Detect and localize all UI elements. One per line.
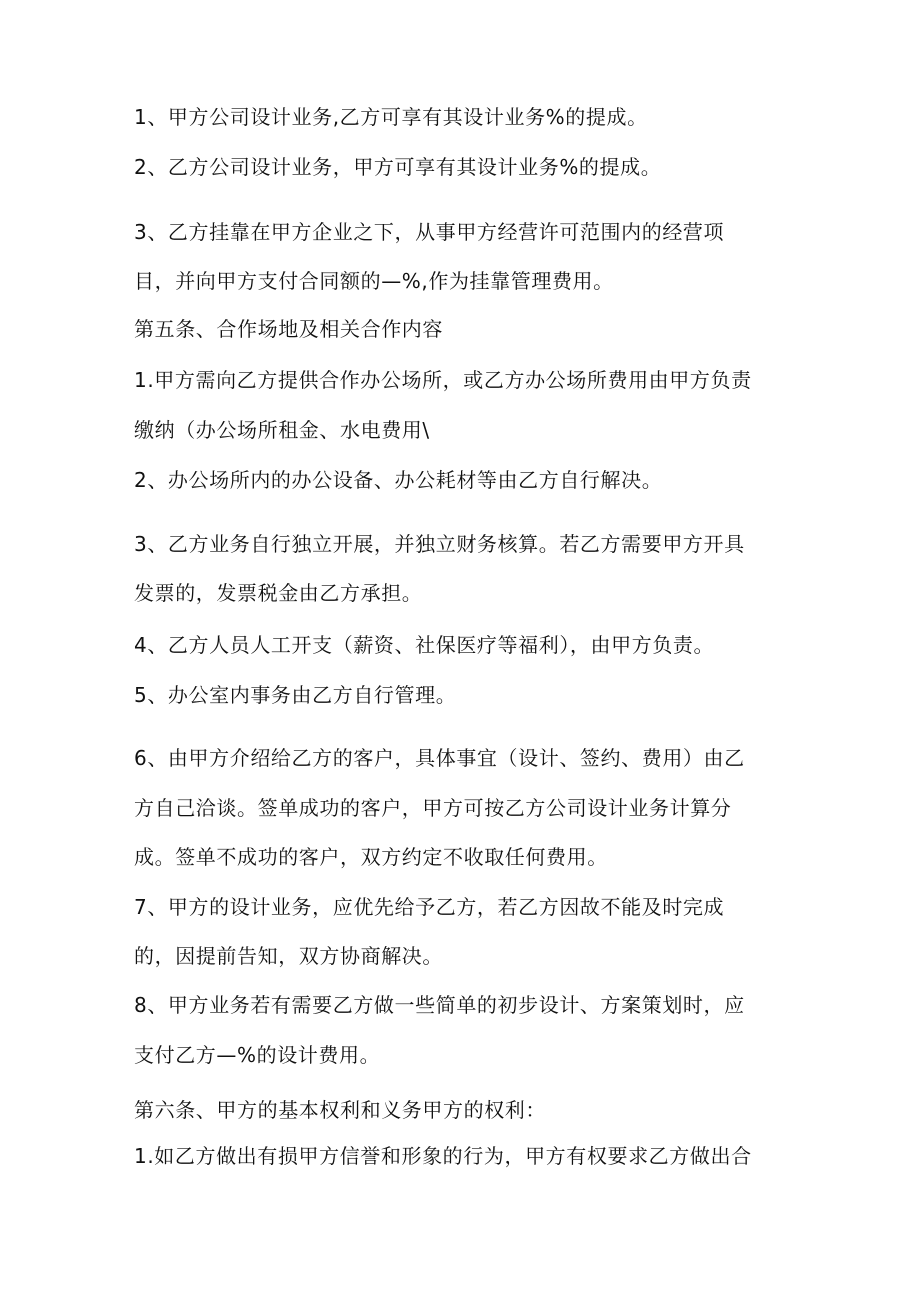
section-5-item-6-line-1: 6、由甲方介绍给乙方的客户，具体事宜（设计、签约、费用）由乙 <box>134 746 745 770</box>
section-5-item-8-line-2: 支付乙方—%的设计费用。 <box>134 1043 381 1067</box>
clause-1-line: 1、甲方公司设计业务,乙方可享有其设计业务%的提成。 <box>134 105 648 129</box>
section-5-item-7-line-1: 7、甲方的设计业务，应优先给予乙方，若乙方因故不能及时完成 <box>134 895 725 919</box>
section-6-heading: 第六条、甲方的基本权利和义务甲方的权利： <box>134 1098 546 1122</box>
clause-2-line: 2、乙方公司设计业务，甲方可享有其设计业务%的提成。 <box>134 155 662 179</box>
section-5-item-8-line-1: 8、甲方业务若有需要乙方做一些简单的初步设计、方案策划时，应 <box>134 993 745 1017</box>
section-5-heading: 第五条、合作场地及相关合作内容 <box>134 317 443 341</box>
section-6-item-1-line-1: 1.如乙方做出有损甲方信誉和形象的行为，甲方有权要求乙方做出合 <box>134 1144 752 1168</box>
section-5-item-4: 4、乙方人员人工开支（薪资、社保医疗等福利），由甲方负责。 <box>134 633 715 657</box>
section-5-item-6-line-2: 方自己洽谈。签单成功的客户，甲方可按乙方公司设计业务计算分 <box>134 796 732 820</box>
section-5-item-6-line-3: 成。签单不成功的客户，双方约定不收取任何费用。 <box>134 845 608 869</box>
section-5-item-5: 5、办公室内事务由乙方自行管理。 <box>134 683 457 707</box>
clause-3-line-1: 3、乙方挂靠在甲方企业之下，从事甲方经营许可范围内的经营项 <box>134 220 725 244</box>
section-5-item-2: 2、办公场所内的办公设备、办公耗材等由乙方自行解决。 <box>134 468 663 492</box>
section-5-item-3-line-1: 3、乙方业务自行独立开展，并独立财务核算。若乙方需要甲方开具 <box>134 532 745 556</box>
section-5-item-7-line-2: 的，因提前告知，双方协商解决。 <box>134 944 443 968</box>
section-5-item-1-line-2: 缴纳（办公场所租金、水电费用\ <box>134 418 430 442</box>
section-5-item-3-line-2: 发票的，发票税金由乙方承担。 <box>134 581 423 605</box>
section-5-item-1-line-1: 1.甲方需向乙方提供合作办公场所，或乙方办公场所费用由甲方负责 <box>134 368 752 392</box>
clause-3-line-2: 目，并向甲方支付合同额的—%,作为挂靠管理费用。 <box>134 269 614 293</box>
